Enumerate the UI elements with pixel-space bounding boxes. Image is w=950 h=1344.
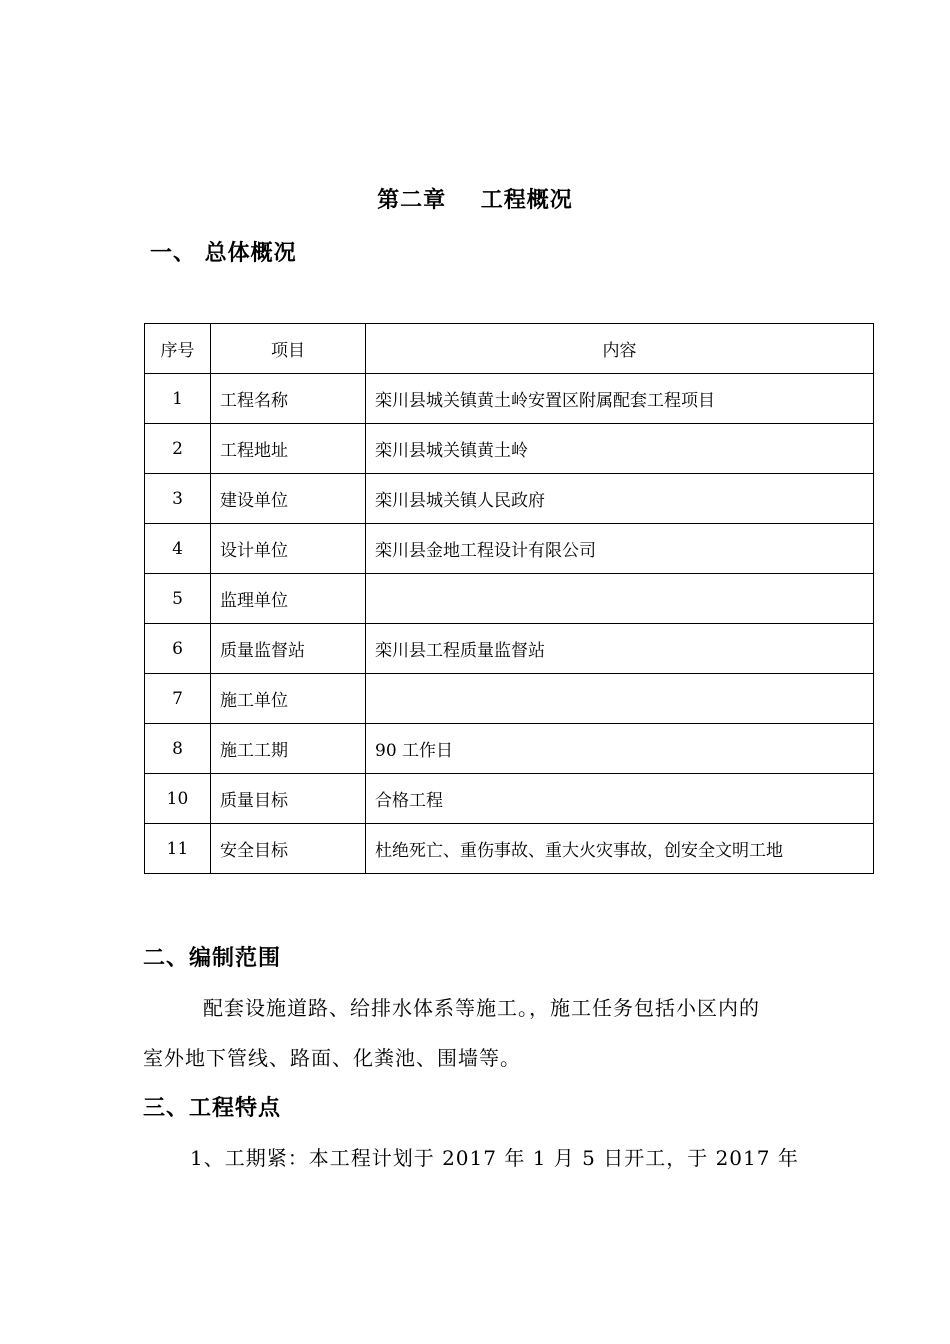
row-content: 栾川县城关镇黄土岭 [366,424,874,474]
row-number: 8 [145,724,211,774]
row-number: 2 [145,424,211,474]
row-content: 合格工程 [366,774,874,824]
table-row [145,424,874,474]
table-header-row [145,324,874,374]
row-item: 施工工期 [211,724,366,774]
table-row [145,474,874,524]
row-item: 质量监督站 [211,624,366,674]
section-heading-scope: 二、编制范围 [143,946,282,971]
row-content: 杜绝死亡、重伤事故、重大火灾事故，创安全文明工地 [366,824,874,874]
row-content: 栾川县城关镇人民政府 [366,474,874,524]
features-paragraph-line-1: 1、工期紧：本工程计划于 2017 年 1 月 5 日开工，于 2017 年 [190,1146,799,1170]
overview-table [144,323,874,874]
scope-paragraph-line-2: 室外地下管线、路面、化粪池、围墙等。 [143,1046,521,1070]
header-item: 项目 [211,324,366,374]
row-number: 10 [145,774,211,824]
section-heading-overview: 一、 总体概况 [150,241,297,266]
row-item: 质量目标 [211,774,366,824]
row-number: 11 [145,824,211,874]
row-number: 5 [145,574,211,624]
row-item: 安全目标 [211,824,366,874]
row-content: 90 工作日 [366,724,874,774]
row-number: 4 [145,524,211,574]
row-number: 1 [145,374,211,424]
row-number: 3 [145,474,211,524]
table-row [145,524,874,574]
row-item: 工程名称 [211,374,366,424]
row-content: 栾川县城关镇黄土岭安置区附属配套工程项目 [366,374,874,424]
header-content: 内容 [366,324,874,374]
row-content [366,574,874,624]
scope-paragraph-line-1: 配套设施道路、给排水体系等施工。，施工任务包括小区内的 [203,996,760,1020]
row-number: 6 [145,624,211,674]
row-item: 建设单位 [211,474,366,524]
row-content [366,674,874,724]
row-item: 设计单位 [211,524,366,574]
table-row [145,774,874,824]
row-item: 监理单位 [211,574,366,624]
row-item: 工程地址 [211,424,366,474]
row-item: 施工单位 [211,674,366,724]
table-row [145,824,874,874]
row-number: 7 [145,674,211,724]
chapter-title: 第二章 工程概况 [377,188,573,213]
row-content: 栾川县金地工程设计有限公司 [366,524,874,574]
header-number: 序号 [145,324,211,374]
section-heading-features: 三、工程特点 [143,1096,282,1121]
table-row [145,674,874,724]
row-content: 栾川县工程质量监督站 [366,624,874,674]
table-row [145,374,874,424]
table-row [145,724,874,774]
table-row [145,624,874,674]
table-row [145,574,874,624]
